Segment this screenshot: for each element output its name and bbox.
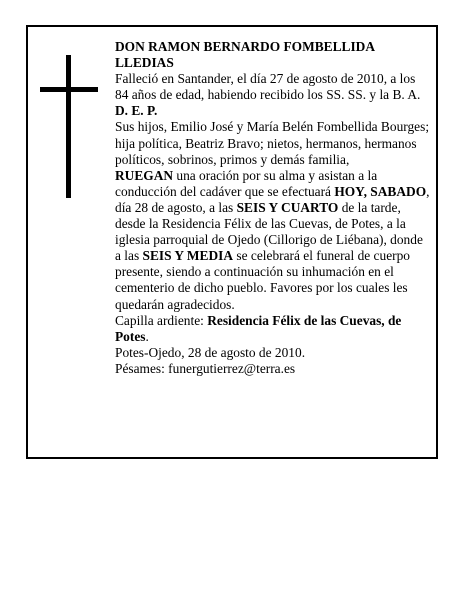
notice-text: [115, 39, 431, 377]
time-seis-y-media: SEIS Y MEDIA: [142, 248, 234, 264]
request-text-1: una oración por su alma y asistan a la conducción del cadáver que se efectuará: [115, 167, 378, 199]
ruegan-word: RUEGAN: [115, 167, 174, 183]
latin-cross-icon: [40, 55, 98, 198]
dep-line: D. E. P.: [115, 103, 158, 119]
request-text-3: de la tarde, desde la Residencia Félix de las Cuevas, de Potes, a la iglesia parroquial de Ojedo (Cillorigo de Liébana), donde a las: [115, 199, 423, 264]
time-seis-y-cuarto: SEIS Y CUARTO: [236, 199, 339, 215]
cross-horizontal-bar: [40, 87, 98, 92]
chapel-place: Residencia Félix de las Cuevas, de Potes: [115, 312, 402, 344]
deceased-name: DON RAMON BERNARDO FOMBELLIDA LLEDIAS: [115, 39, 375, 71]
cross-vertical-bar: [66, 55, 71, 198]
mourners-list: Sus hijos, Emilio José y María Belén Fombellida Bourges; hija política, Beatriz Bravo; nietos, hermanos, hermanos políticos, sobrinos, primos y demás familia,: [115, 119, 430, 167]
place-date: Potes-Ojedo, 28 de agosto de 2010.: [115, 344, 306, 360]
death-statement: Falleció en Santander, el día 27 de agosto de 2010, a los 84 años de edad, habiendo recibido los SS. SS. y la B. A.: [115, 71, 421, 103]
request-text-2: , día 28 de agosto, a las: [115, 183, 430, 215]
condolences-contact: Pésames: funergutierrez@terra.es: [115, 360, 296, 376]
hoy-sabado: HOY, SABADO: [334, 183, 427, 199]
funeral-request: [115, 168, 431, 313]
chapel-label: Capilla ardiente:: [115, 312, 208, 328]
obituary-notice: [26, 25, 438, 459]
chapel-line: [115, 313, 431, 345]
request-text-4: se celebrará el funeral de cuerpo presente, siendo a continuación su inhumación en el cementerio de dicho pueblo. Favores por los cuales les quedarán agradecidos.: [115, 248, 410, 312]
chapel-end: .: [145, 328, 149, 344]
